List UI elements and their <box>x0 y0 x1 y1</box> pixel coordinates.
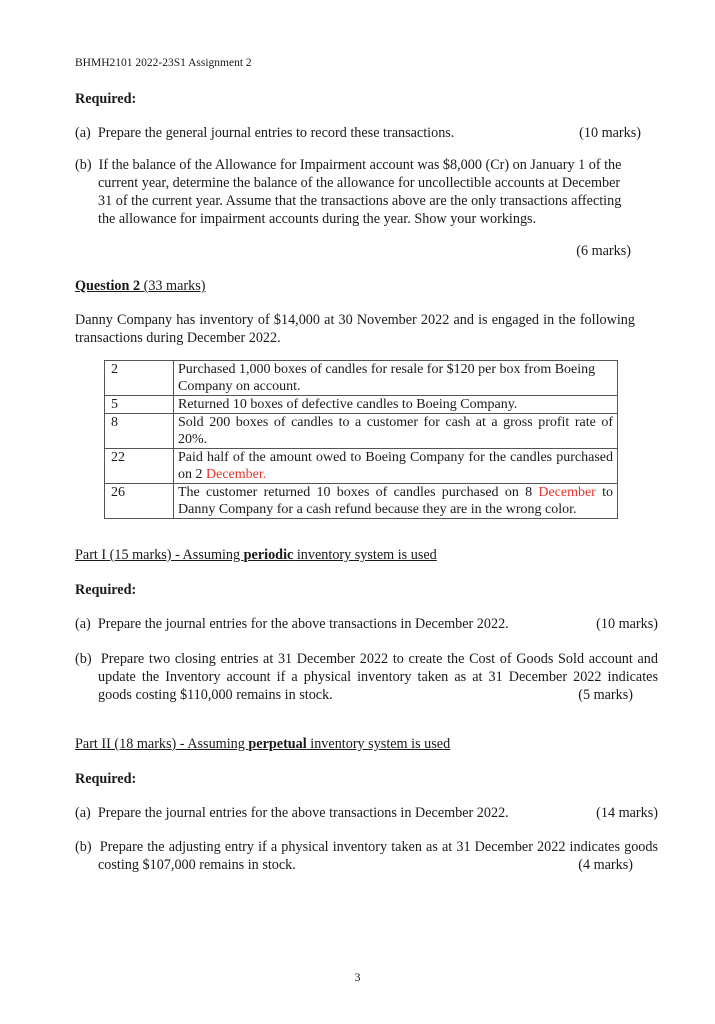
part-1-title-post: inventory system is used <box>293 547 437 563</box>
q1-part-a-text: Prepare the general journal entries to record these transactions. <box>97 125 455 141</box>
q1-part-b <box>75 156 633 228</box>
part-1-b-text: Prepare two closing entries at 31 December 2022 to create the Cost of Goods Sold account and update the Inventory account if a physical inventory taken as at 31 December 2022 indicates goods costing $110,000 remains in stock. <box>98 651 658 703</box>
table-row <box>105 449 618 484</box>
question-2-title <box>75 277 637 295</box>
page-number: 3 <box>354 970 361 984</box>
part-2-b-label: (b) <box>75 839 92 855</box>
question-2-title-text: Question 2 <box>75 278 141 294</box>
transaction-day: 26 <box>105 484 174 519</box>
part-1-b-marks: (5 marks) <box>578 687 633 703</box>
part-1-b-label: (b) <box>75 651 92 667</box>
transaction-text-main: Paid half of the amount owed to Boeing Company for the candles purchased on 2 <box>178 450 613 482</box>
transaction-day: 5 <box>105 396 174 414</box>
part-2-a-label: (a) <box>75 805 91 821</box>
part-1-a <box>75 615 658 633</box>
part-1-a-text: Prepare the journal entries for the above transactions in December 2022. <box>97 616 509 632</box>
q1-part-b-marks: (6 marks) <box>576 243 631 259</box>
part-2-title-pre: Part II (18 marks) - Assuming <box>75 736 249 752</box>
question-2-marks: (33 marks) <box>143 278 206 294</box>
part-1-required-heading: Required: <box>75 582 137 598</box>
question-2-intro: Danny Company has inventory of $14,000 at 30 November 2022 and is engaged in the following transactions during December 2022. <box>75 312 635 346</box>
q1-part-a <box>75 124 641 142</box>
part-2-b-marks: (4 marks) <box>578 857 633 873</box>
transaction-text <box>174 449 618 484</box>
transaction-day: 2 <box>105 361 174 396</box>
part-1-a-label: (a) <box>75 616 91 632</box>
part-1-title-bold: periodic <box>243 547 294 563</box>
part-1-title-pre: Part I (15 marks) - Assuming <box>75 547 244 563</box>
part-2-title-post: inventory system is used <box>306 736 451 752</box>
q1-part-a-label: (a) <box>75 125 91 141</box>
q1-part-a-marks: (10 marks) <box>579 125 641 141</box>
part-2-required-heading: Required: <box>75 771 137 787</box>
transaction-day: 22 <box>105 449 174 484</box>
part-2-title-bold: perpetual <box>248 736 307 752</box>
transaction-text-main: The customer returned 10 boxes of candles purchased on 8 <box>178 485 539 500</box>
part-2-a <box>75 804 658 822</box>
part-1-a-marks: (10 marks) <box>596 616 658 632</box>
transaction-text: Purchased 1,000 boxes of candles for resale for $120 per box from Boeing Company on account. <box>174 361 618 396</box>
part-2-b-text: Prepare the adjusting entry if a physical inventory taken as at 31 December 2022 indicates goods costing $107,000 remains in stock. <box>98 839 658 873</box>
transaction-day: 8 <box>105 414 174 449</box>
table-row <box>105 361 618 396</box>
part-2-title <box>75 735 637 753</box>
q1-required-heading: Required: <box>75 91 137 107</box>
transaction-text <box>174 484 618 519</box>
q1-part-b-label: (b) <box>75 157 92 173</box>
document-header: BHMH2101 2022-23S1 Assignment 2 <box>75 57 252 69</box>
transaction-text-end: to Danny Company for a cash refund because they are in the wrong color. <box>178 485 614 517</box>
part-2-a-marks: (14 marks) <box>596 805 658 821</box>
q1-part-b-text: If the balance of the Allowance for Impairment account was $8,000 (Cr) on January 1 of the current year, determine the balance of the allowance for uncollectible accounts at December 31 of the current year. Assume that the transactions above are the only transactions affecting the allowance for impairment accounts during the year. Show your workings. <box>98 157 622 227</box>
transactions-table <box>104 360 618 519</box>
table-row <box>105 396 618 414</box>
highlighted-text: December <box>538 485 596 500</box>
part-1-title <box>75 546 637 564</box>
transaction-text: Sold 200 boxes of candles to a customer for cash at a gross profit rate of 20%. <box>174 414 618 449</box>
table-row <box>105 484 618 519</box>
highlighted-text: December. <box>206 467 267 482</box>
transaction-text: Returned 10 boxes of defective candles to Boeing Company. <box>174 396 618 414</box>
table-row <box>105 414 618 449</box>
part-2-a-text: Prepare the journal entries for the above transactions in December 2022. <box>97 805 509 821</box>
